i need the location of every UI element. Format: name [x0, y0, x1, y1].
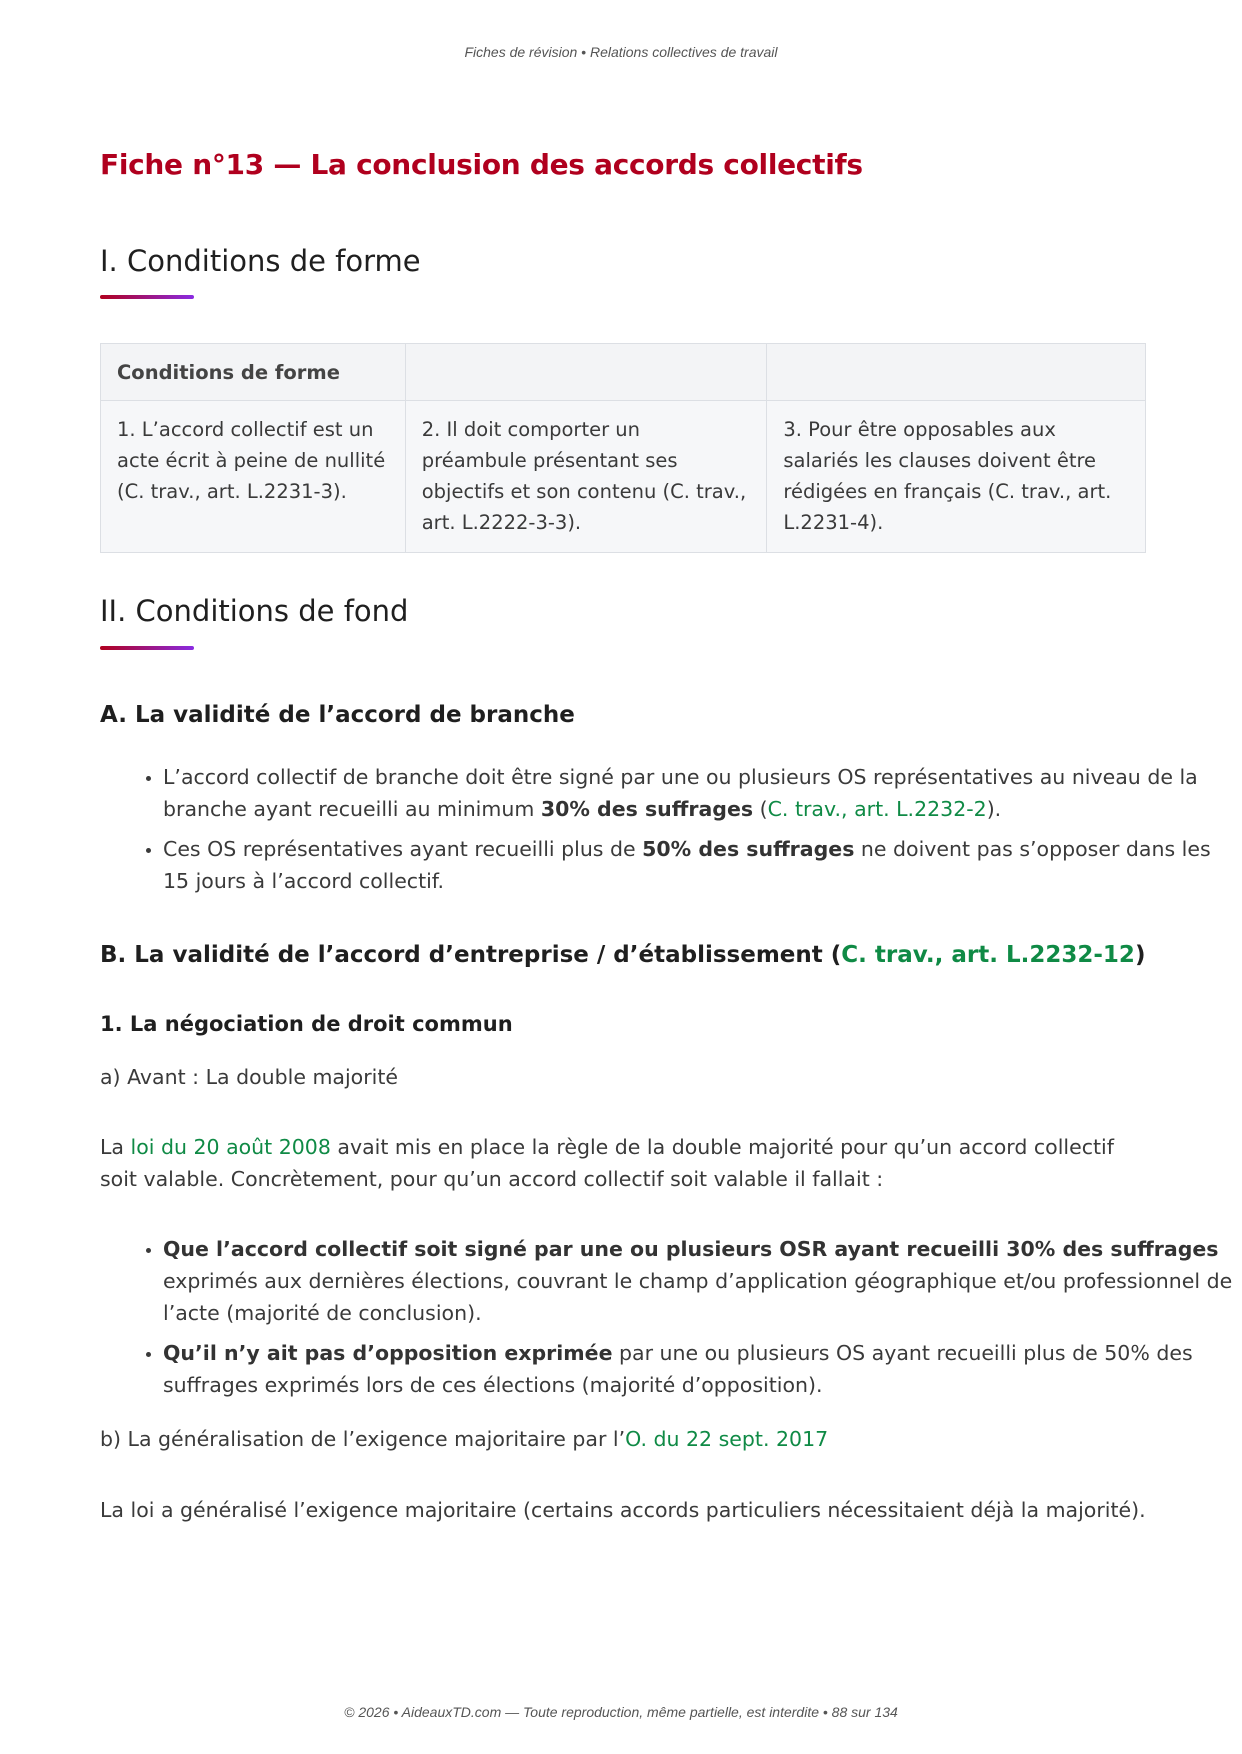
table-header-row	[101, 344, 1146, 401]
paragraph-text: avait mis en place la règle de la double majorité pour qu’un accord collectif soit valable. Concrètement, pour qu’un accord collectif soit valable il fallait :	[100, 1135, 1114, 1191]
table-header-cell	[767, 344, 1146, 401]
subsection-title-branche: A. La validité de l’accord de branche	[100, 702, 575, 728]
table-row	[101, 401, 1146, 553]
list-item	[163, 761, 1242, 825]
legal-reference-link[interactable]: C. trav., art. L.2232-12	[841, 942, 1135, 968]
section-underline	[100, 646, 194, 650]
bullet-bold: Qu’il n’y ait pas d’opposition exprimée	[163, 1341, 613, 1365]
bullet-text: (	[753, 797, 768, 821]
bullet-bold: 50% des suffrages	[642, 837, 855, 861]
paragraph-text: La	[100, 1135, 131, 1159]
list-item	[163, 1337, 1242, 1401]
list-item	[163, 833, 1242, 897]
section-title-fond: II. Conditions de fond	[100, 594, 409, 628]
bullet-text: Ces OS représentatives ayant recueilli plus de	[163, 837, 643, 861]
list-item	[163, 1233, 1242, 1329]
legal-reference-link[interactable]: loi du 20 août 2008	[130, 1135, 331, 1159]
subsection-title-text: B. La validité de l’accord d’entreprise / d’établissement (	[100, 942, 842, 968]
table-header-cell: Conditions de forme	[101, 344, 406, 401]
table-cell: 1. L’accord collectif est un acte écrit à peine de nullité (C. trav., art. L.2231-3).	[101, 401, 406, 553]
section-title-forme: I. Conditions de forme	[100, 244, 421, 278]
subsection-title-entreprise	[100, 942, 1145, 968]
legal-reference-link[interactable]: O. du 22 sept. 2017	[625, 1427, 829, 1451]
subsubsection-title: 1. La négociation de droit commun	[100, 1012, 513, 1036]
branche-bullet-list	[100, 761, 1242, 905]
fiche-title: Fiche n°13 — La conclusion des accords collectifs	[100, 148, 863, 181]
bullet-text: ne doivent pas s’opposer dans les 15 jours à l’accord collectif.	[163, 837, 1211, 893]
bullet-text: par une ou plusieurs OS ayant recueilli plus de 50% des suffrages exprimés lors de ces élections (majorité d’opposition).	[163, 1341, 1193, 1397]
subsection-title-text: )	[1134, 942, 1146, 968]
section-underline	[100, 295, 194, 299]
bullet-bold: 30% des suffrages	[540, 797, 754, 821]
table-header-cell	[405, 344, 767, 401]
page-footer: © 2026 • AideauxTD.com — Toute reproduction, même partielle, est interdite • 88 sur 134	[344, 1704, 898, 1720]
double-majorite-bullet-list	[100, 1233, 1242, 1409]
table-cell: 3. Pour être opposables aux salariés les clauses doivent être rédigées en français (C. trav., art. L.2231-4).	[767, 401, 1146, 553]
bullet-text: ).	[986, 797, 1002, 821]
paragraph-double-majorite	[100, 1131, 1146, 1195]
paragraph-label-b	[100, 1423, 1146, 1455]
legal-reference-link[interactable]: C. trav., art. L.2232-2	[767, 797, 987, 821]
bullet-text: exprimés aux dernières élections, couvrant le champ d’application géographique et/ou professionnel de l’acte (majorité de conclusion).	[163, 1269, 1233, 1325]
page-header: Fiches de révision • Relations collectives de travail	[464, 44, 778, 60]
paragraph-label-a: a) Avant : La double majorité	[100, 1065, 398, 1089]
table-cell: 2. Il doit comporter un préambule présentant ses objectifs et son contenu (C. trav., art. L.2222-3-3).	[405, 401, 767, 553]
bullet-bold: Que l’accord collectif soit signé par une ou plusieurs OSR ayant recueilli 30% des suffrages	[163, 1237, 1219, 1261]
conditions-table	[100, 343, 1146, 553]
paragraph-text: b) La généralisation de l’exigence majoritaire par l’	[100, 1427, 626, 1451]
bullet-text: L’accord collectif de branche doit être signé par une ou plusieurs OS représentatives au niveau de la branche ayant recueilli au minimum	[163, 765, 1198, 821]
paragraph-generalisation: La loi a généralisé l’exigence majoritaire (certains accords particuliers nécessitaient déjà la majorité).	[100, 1498, 1146, 1522]
